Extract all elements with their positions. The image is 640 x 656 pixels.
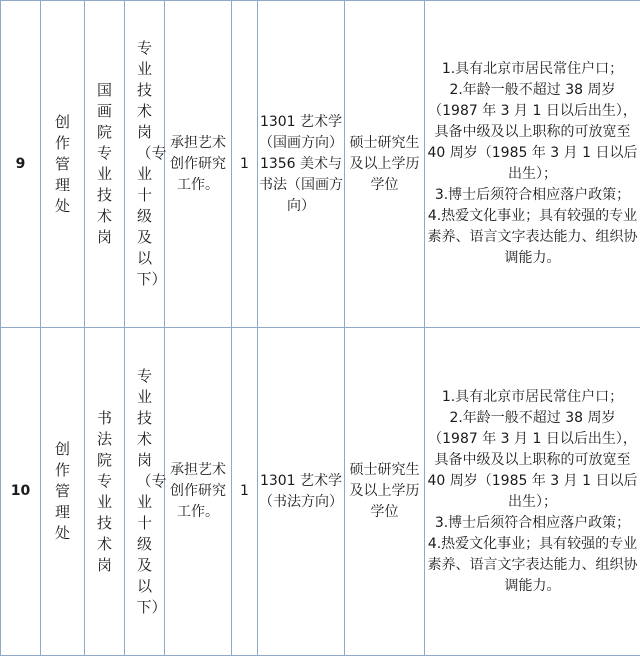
post-name: 书法院专业技术岗 bbox=[97, 408, 113, 576]
department-cell bbox=[41, 1, 85, 328]
other-conditions bbox=[425, 328, 640, 656]
post-level-cell bbox=[125, 1, 165, 328]
department-cell bbox=[41, 328, 85, 656]
duty-description: 承担艺术创作研究工作。 bbox=[165, 328, 232, 656]
table-row bbox=[1, 328, 640, 656]
major-requirement: 1301 艺术学（书法方向） bbox=[258, 328, 345, 656]
duty-description: 承担艺术创作研究工作。 bbox=[165, 1, 232, 328]
education-requirement: 硕士研究生及以上学历学位 bbox=[345, 1, 425, 328]
condition-item: 1.具有北京市居民常住户口； bbox=[425, 387, 640, 408]
department: 创作管理处 bbox=[55, 112, 71, 217]
headcount: 1 bbox=[232, 328, 258, 656]
condition-item: 2.年龄一般不超过 38 周岁（1987 年 3 月 1 日以后出生），具备中级及以上职称的可放宽至 40 周岁（1985 年 3 月 1 日以后出生）； bbox=[425, 408, 640, 513]
post-name: 国画院专业技术岗 bbox=[97, 80, 113, 248]
row-number: 9 bbox=[1, 1, 41, 328]
condition-item: 3.博士后须符合相应落户政策； bbox=[425, 185, 640, 206]
table-row bbox=[1, 1, 640, 328]
post-name-cell bbox=[85, 1, 125, 328]
post-level: 专业技术岗（专业十级及以下） bbox=[137, 38, 153, 290]
headcount: 1 bbox=[232, 1, 258, 328]
post-level-cell bbox=[125, 328, 165, 656]
condition-item: 3.博士后须符合相应落户政策； bbox=[425, 513, 640, 534]
other-conditions bbox=[425, 1, 640, 328]
department: 创作管理处 bbox=[55, 439, 71, 544]
condition-item: 1.具有北京市居民常住户口； bbox=[425, 59, 640, 80]
condition-item: 4.热爱文化事业；具有较强的专业素养、语言文字表达能力、组织协调能力。 bbox=[425, 206, 640, 269]
post-name-cell bbox=[85, 328, 125, 656]
education-requirement: 硕士研究生及以上学历学位 bbox=[345, 328, 425, 656]
post-level: 专业技术岗（专业十级及以下） bbox=[137, 366, 153, 618]
major-requirement: 1301 艺术学（国画方向）1356 美术与书法（国画方向） bbox=[258, 1, 345, 328]
row-number: 10 bbox=[1, 328, 41, 656]
condition-item: 4.热爱文化事业；具有较强的专业素养、语言文字表达能力、组织协调能力。 bbox=[425, 534, 640, 597]
condition-item: 2.年龄一般不超过 38 周岁（1987 年 3 月 1 日以后出生），具备中级及以上职称的可放宽至 40 周岁（1985 年 3 月 1 日以后出生）； bbox=[425, 80, 640, 185]
